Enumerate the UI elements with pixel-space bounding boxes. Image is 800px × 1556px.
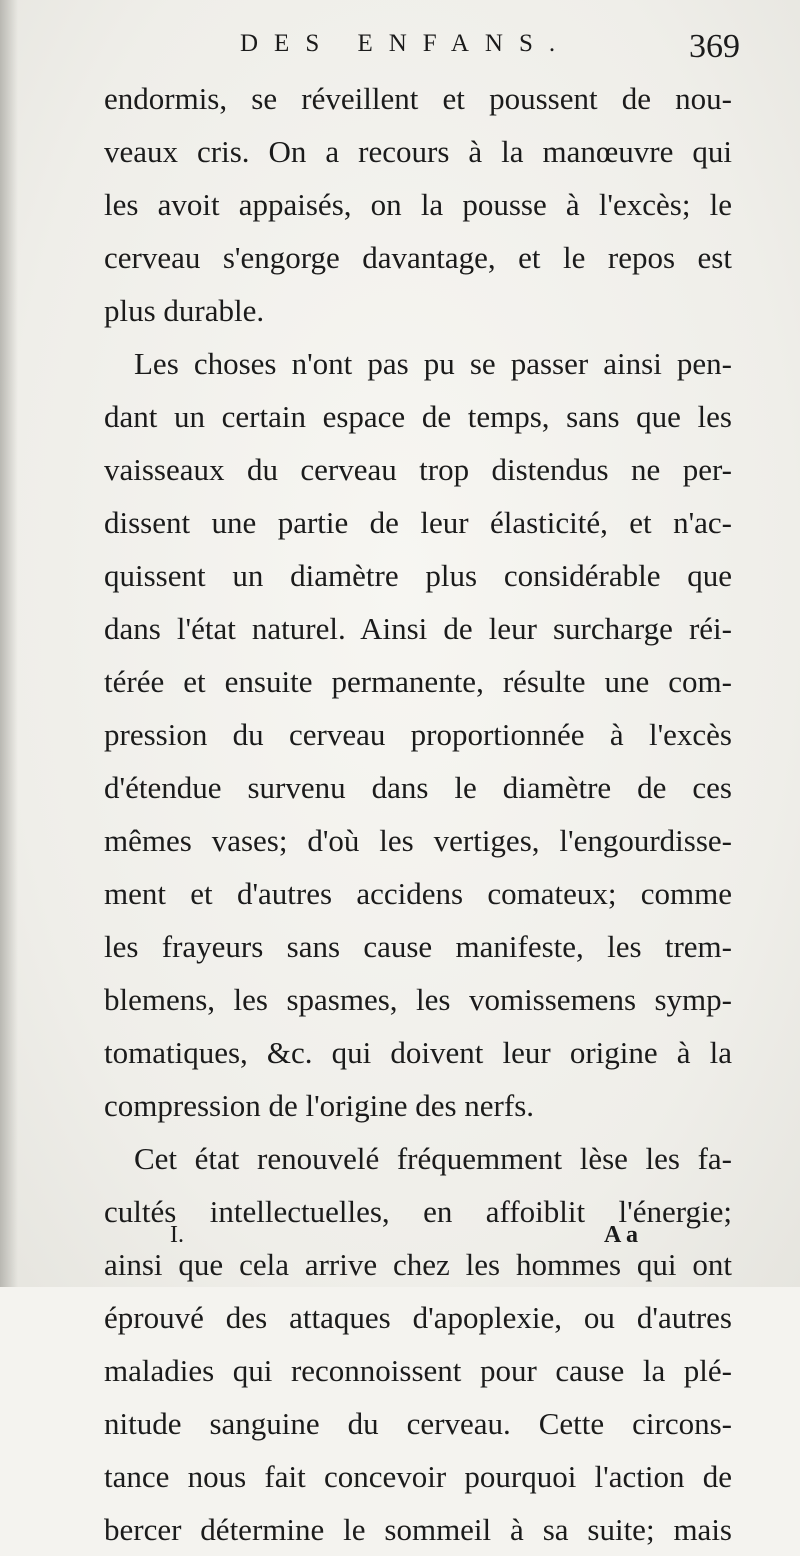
text-line: tance nous fait concevoir pourquoi l'action de <box>104 1459 732 1494</box>
text-line: quissent un diamètre plus considérable que <box>104 558 732 593</box>
text-line: les frayeurs sans cause manifeste, les trem- <box>104 929 732 964</box>
signature-mark: A a <box>604 1222 639 1248</box>
text-line: d'étendue survenu dans le diamètre de ces <box>104 770 732 805</box>
text-line: plus durable. <box>104 293 265 328</box>
text-line: ment et d'autres accidens comateux; comme <box>104 876 732 911</box>
text-line: mêmes vases; d'où les vertiges, l'engourdisse- <box>104 823 732 858</box>
text-line: bercer détermine le sommeil à sa suite; mais <box>104 1512 732 1547</box>
text-line: veaux cris. On a recours à la manœuvre qui <box>104 134 732 169</box>
binding-shadow <box>0 0 18 1287</box>
signature-mark: I. <box>170 1222 184 1248</box>
text-line: compression de l'origine des nerfs. <box>104 1088 535 1123</box>
text-line: cultés intellectuelles, en affoiblit l'énergie; <box>104 1194 732 1229</box>
text-line: térée et ensuite permanente, résulte une com- <box>104 664 732 699</box>
text-line: endormis, se réveillent et poussent de nou- <box>104 81 732 116</box>
text-line: dant un certain espace de temps, sans que les <box>104 399 732 434</box>
text-line: dissent une partie de leur élasticité, et n'ac- <box>104 505 732 540</box>
text-line: nitude sanguine du cerveau. Cette circons- <box>104 1406 732 1441</box>
text-line: pression du cerveau proportionnée à l'excès <box>104 717 732 752</box>
text-line: ainsi que cela arrive chez les hommes qui ont <box>104 1247 732 1282</box>
text-line: éprouvé des attaques d'apoplexie, ou d'autres <box>104 1300 732 1335</box>
text-line: maladies qui reconnoissent pour cause la plé- <box>104 1353 732 1388</box>
text-line: cerveau s'engorge davantage, et le repos est <box>104 240 732 275</box>
running-head: DES ENFANS. <box>240 30 572 57</box>
text-line: blemens, les spasmes, les vomissemens symp- <box>104 982 732 1017</box>
text-line: vaisseaux du cerveau trop distendus ne per- <box>104 452 732 487</box>
body-text <box>104 72 732 1556</box>
text-line: les avoit appaisés, on la pousse à l'excès; le <box>104 187 732 222</box>
text-line: dans l'état naturel. Ainsi de leur surcharge réi- <box>104 611 732 646</box>
text-line: tomatiques, &c. qui doivent leur origine à la <box>104 1035 732 1070</box>
text-line: Cet état renouvelé fréquemment lèse les fa- <box>134 1141 732 1176</box>
text-line: Les choses n'ont pas pu se passer ainsi pen- <box>134 346 732 381</box>
page-number: 369 <box>689 28 740 65</box>
